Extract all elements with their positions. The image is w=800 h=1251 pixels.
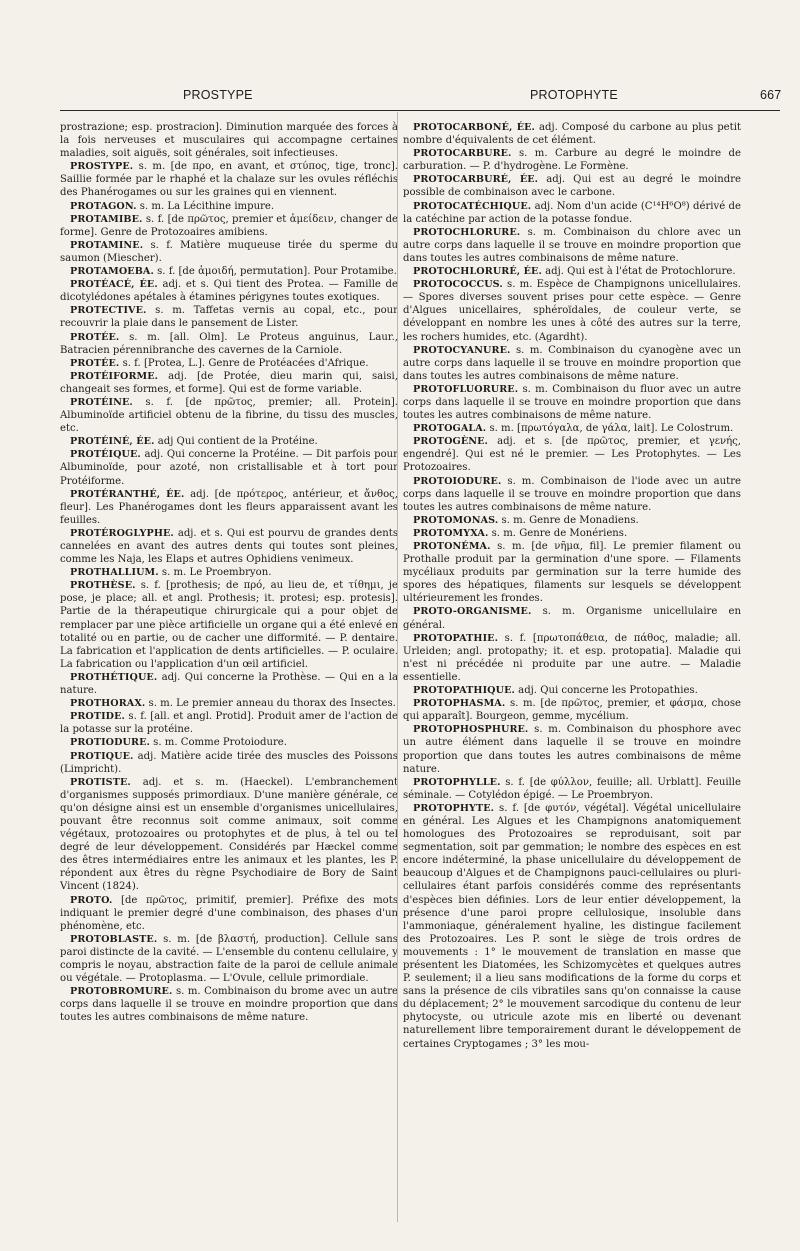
dictionary-entry — [60, 278, 398, 304]
dictionary-entry — [60, 239, 398, 265]
dictionary-entry — [60, 527, 398, 566]
entry-headword: PROTAGON. — [70, 200, 137, 212]
entry-definition: adj. et s. m. (Haeckel). L'embranchement d'organismes supposés primordiaux. D'une manière générale, ce qu'on désigne ainsi est un ensemble d'organismes unicellulaires, pouvant être reconnus soit comme animaux, soit comme végétaux, protozoaires ou protophytes et de plus, à tel ou tel degré de leur développement. Considérés par Hæckel comme des êtres intermédiaires entre les animaux et les plantes, les P. répondent aux êtres du règne Psychodiaire de Bory de Saint Vincent (1824). — [60, 776, 398, 893]
dictionary-entry — [403, 200, 741, 226]
entry-headword: PROTÉROGLYPHE. — [70, 527, 174, 539]
dictionary-entry — [403, 697, 741, 723]
entry-headword: PROSTYPE. — [70, 161, 134, 173]
entry-definition: s. m. Combinaison du fluor avec un autre corps dans laquelle il se trouve en moindre proportion que dans toutes les autres combinaisons de même nature. — [403, 383, 742, 422]
entry-definition: s. f. [πρωτοπάθεια, de πάθος, maladie; all. Urleiden; angl. protopathy; it. et esp. protopatia]. Maladie qui n'est ni précédée ni produite par une autre. — Maladie essentielle. — [403, 632, 741, 683]
dictionary-entry — [60, 396, 398, 435]
dictionary-entry — [60, 750, 398, 776]
entry-definition: s. m. Comme Protoiodure. — [153, 737, 287, 749]
entry-headword: PROTIDE. — [70, 711, 125, 723]
dictionary-entry — [60, 213, 398, 239]
dictionary-entry — [403, 121, 741, 147]
dictionary-entry — [60, 776, 398, 894]
entry-headword: PROTOCARBURE. — [413, 148, 512, 160]
header-rule — [60, 110, 780, 111]
entry-definition: s. m. Carbure au degré le moindre de carburation. — P. d'hydrogène. Le Formène. — [403, 148, 741, 173]
entry-definition: adj. Qui concerne les Protopathies. — [518, 685, 698, 697]
entry-headword: PROTHALLIUM. — [70, 567, 159, 579]
entry-definition: s. m. Espèce de Champignons unicellulaires. — Spores diverses souvent prises pour cette espèce. — Genre d'Algues unicellaires, sphéroïdales, de couleur verte, se développant en nombre les unes à côté des autres sur la terre, les rochers humides, etc. (Agardht). — [403, 279, 741, 343]
entry-headword: PROTÉINE. — [70, 396, 133, 408]
dictionary-entry — [403, 344, 741, 383]
entry-headword: PROTOCATÉCHIQUE. — [413, 200, 532, 212]
entry-definition: s. m. Combinaison du cyanogène avec un autre corps dans laquelle il se trouve en moindre proportion que dans toutes les autres combinaisons de même nature. — [403, 344, 741, 382]
entry-definition: adj. Qui concerne la Prothèse. — Qui en a la nature. — [60, 671, 398, 697]
entry-headword: PROTÉINÉ, ÉE. — [70, 436, 155, 448]
entry-definition: s. m. [de πρo, en avant, et στύπος, tige, tronc]. Saillie formée par le rhaphé et la chalaze sur les ovules réfléchis des Phanérogames ou sur les graines qui en viennent. — [60, 161, 398, 199]
entry-definition: s. m. [all. Olm]. Le Proteus anguinus, Laur., Batracien pérennibranche des cavernes de la Carniole. — [60, 331, 398, 356]
entry-definition: s. m. Combinaison de l'iode avec un autre corps dans laquelle il se trouve en moindre proportion que dans toutes les autres combinaisons de même nature. — [403, 475, 741, 513]
entry-definition: adj. [de Protée, dieu marin qui, saisi, changeait ses formes, et forme]. Qui est de forme variable. — [60, 370, 398, 395]
entry-definition: s. m. Le premier anneau du thorax des Insectes. — [148, 698, 396, 710]
dictionary-entry — [403, 173, 741, 199]
dictionary-entry — [60, 121, 398, 160]
entry-definition: s. m. Genre de Monadiens. — [501, 514, 639, 526]
dictionary-entry — [60, 435, 398, 448]
page-number: 667 — [760, 88, 782, 102]
entry-headword: PROTOCOCCUS. — [413, 279, 503, 291]
entry-definition: adj. Composé du carbone au plus petit nombre d'équivalents de cet élément. — [403, 122, 741, 147]
dictionary-entry — [403, 422, 741, 435]
entry-headword: PROTECTIVE. — [70, 305, 147, 317]
entry-definition: s. m. Organisme unicellulaire en général. — [403, 606, 741, 631]
entry-headword: PROTISTE. — [70, 776, 131, 788]
entry-headword: PROTIODURE. — [70, 737, 150, 749]
entry-headword: PROTOPHYTE. — [413, 802, 495, 814]
entry-headword: PROTOPATHIQUE. — [413, 685, 515, 697]
dictionary-entry — [60, 160, 398, 199]
entry-headword: PROTOFLUORURE. — [413, 383, 519, 395]
dictionary-entry — [403, 226, 741, 265]
entry-headword: PROTÉIQUE. — [70, 449, 141, 461]
entry-definition: adj. et s. Qui tient des Protea. — Famille de dicotylédones apétales à étamines périgynes toutes exotiques. — [60, 279, 398, 304]
entry-headword: PROTAMOEBA. — [70, 266, 154, 278]
entry-headword: PROTÉRANTHÉ, ÉE. — [70, 488, 185, 500]
entry-definition: adj. [de πρότερος, antérieur, et ἄνθος, fleur]. Les Phanérogames dont les fleurs apparaissent avant les feuilles. — [60, 488, 399, 526]
entry-headword: PROTÉE. — [70, 357, 120, 369]
dictionary-entry — [60, 370, 398, 396]
entry-headword: PROTÉIFORME. — [70, 370, 159, 382]
entry-headword: PROTONÉMA. — [413, 541, 491, 552]
header-right-guideword: PROTOPHYTE — [530, 88, 618, 102]
entry-headword: PROTOPHOSPHURE. — [413, 724, 529, 736]
entry-headword: PROTOGÈNE. — [413, 436, 488, 448]
entry-headword: PROTOMYXA. — [413, 527, 489, 539]
dictionary-entry — [60, 566, 398, 579]
entry-headword: PROTOCHLORURE. — [413, 226, 521, 238]
entry-headword: PROTIQUE. — [70, 750, 134, 762]
dictionary-entry — [403, 776, 741, 802]
dictionary-entry — [403, 684, 741, 697]
entry-definition: s. m. Genre de Monériens. — [491, 527, 628, 539]
entry-definition: adj. Qui est au degré le moindre possible de combinaison avec le carbone. — [403, 174, 741, 199]
entry-headword: PROTOIODURE. — [413, 475, 502, 487]
dictionary-entry — [60, 933, 398, 985]
entry-definition: s. m. Combinaison du chlore avec un autre corps dans laquelle il se trouve en moindre proportion que dans toutes les autres combinaisons de même nature. — [403, 226, 741, 264]
entry-definition: s. m. La Lécithine impure. — [139, 200, 275, 212]
entry-definition: s. f. [de φυτόν, végétal]. Végétal unicellulaire en général. Les Algues et les Champignons anatomiquement homologues des Protozoaires se reproduisant, soit par segmentation, soit par gemmation; le nombre des espèces en est encore indéterminé, la phase unicellulaire du développement de beaucoup d'Algues et de Champignons pauci-cellulaires ou pluri-cellulaires étant parfois considérés comme des représentants d'espèces bien définies. Lors de leur entier développement, la présence d'une paroi propre cellulosique, insoluble dans l'ammoniaque, généralement hyaline, les distingue facilement des Protozoaires. Les P. sont le siège de trois ordres de mouvements : 1° le mouvement de translation en masse que présentent les Diatomées, les Schizomycètes et quelques autres P. seulement; il a lieu sans modifications de la forme du corps et sans la présence de cils vibratiles sans qu'on connaisse la cause du déplacement; 2° le mouvement sarcodique du contenu de leur phytocyste, ou utricule azote mis en liberté ou devenant naturellement libre temporairement durant le développement de certaines Cryptogames ; 3° les mou- — [403, 802, 741, 1050]
entry-headword: PROTOCARBONÉ, ÉE. — [413, 122, 535, 133]
entry-definition: s. m. Le Proembryon. — [161, 567, 272, 579]
running-header — [0, 88, 800, 108]
dictionary-entry — [403, 383, 741, 422]
entry-headword: PROTOMONAS. — [413, 514, 499, 526]
dictionary-entry — [60, 736, 398, 749]
dictionary-entry — [60, 894, 398, 933]
dictionary-entry — [403, 147, 741, 173]
entry-definition: s. m. Combinaison du phosphore avec un autre élément dans laquelle il se trouve en moindre proportion que dans toutes les autres combinaisons de même nature. — [403, 724, 741, 775]
entry-definition: s. f. [prothesis; de πρό, au lieu de, et τίθημι, je pose, je place; all. et angl. Prothesis; it. protesi; esp. protesis]. Partie de la thérapeutique chirurgicale qui a pour objet de remplacer par une pièce artificielle un organe qui a été enlevé en totalité ou en partie, ou de cacher une difformité. — P. dentaire. La fabrication et l'application de dents artificielles. — P. oculaire. La fabrication ou l'application d'un œil artificiel. — [60, 580, 398, 670]
entry-definition: s. f. [de πρῶτος, premier; all. Protein]. Albuminoïde artificiel obtenu de la fibrine, du tissu des muscles, etc. — [60, 396, 398, 435]
dictionary-entry — [403, 435, 741, 474]
dictionary-entry — [60, 671, 398, 697]
entry-headword: PROTOPHASMA. — [413, 698, 506, 710]
dictionary-entry — [403, 605, 741, 631]
dictionary-entry — [403, 723, 741, 775]
entry-definition: adj. et s. Qui est pourvu de grandes dents cannelées en avant des autres dents qui toutes sont pleines, comme les Naja, les Elaps et autres Ophidiens venimeux. — [60, 527, 398, 566]
entry-definition: s. f. [all. et angl. Protid]. Produit amer de l'action de la potasse sur la protéine. — [60, 711, 398, 736]
entry-definition: s. m. Combinaison du brome avec un autre corps dans laquelle il se trouve en moindre proportion que dans toutes les autres combinaisons de même nature. — [60, 986, 398, 1024]
dictionary-entry — [60, 331, 398, 357]
entry-definition: s. f. [de φύλλον, feuille; all. Urblatt]. Feuille séminale. — Cotylédon épigé. — Le Proembryon. — [403, 776, 741, 801]
left-column — [60, 121, 398, 1024]
entry-headword: PROTHORAX. — [70, 698, 146, 710]
right-column — [403, 121, 741, 1051]
dictionary-entry — [403, 632, 741, 684]
entry-headword: PROTOGALA. — [413, 423, 487, 435]
dictionary-entry — [403, 540, 741, 605]
dictionary-entry — [403, 527, 741, 540]
entry-definition: s. m. [de νῆμα, fil]. Le premier filament ou Prothalle produit par la germination d'une spore. — Filaments mycéliaux produits par germination sur la terre humide des spores des hépatiques, filaments sur lesquels se développent ultérieurement les frondes. — [403, 541, 741, 605]
entry-definition: s. f. [de ἀμοιδή, permutation]. Pour Protamibe. — [157, 266, 397, 278]
entry-definition: adj. Nom d'un acide (C¹⁴H⁶O⁸) dérivé de la catéchine par action de la potasse fondue. — [403, 200, 741, 225]
entry-definition: s. m. [πρωτόγαλα, de γάλα, lait]. Le Colostrum. — [489, 423, 734, 435]
dictionary-entry — [403, 278, 741, 343]
dictionary-entry — [60, 200, 398, 213]
entry-definition: s. m. [de πρῶτος, premier, et φάσμα, chose qui apparaît]. Bourgeon, gemme, mycélium. — [403, 698, 741, 723]
entry-headword: PROTHÉTIQUE. — [70, 671, 158, 683]
dictionary-entry — [60, 710, 398, 736]
entry-headword: PROTO-ORGANISME. — [413, 606, 532, 618]
entry-definition: adj Qui contient de la Protéine. — [157, 436, 318, 448]
entry-headword: PROTOBLASTE. — [70, 933, 158, 945]
dictionary-entry — [60, 357, 398, 370]
entry-headword: PROTOCHLORURÉ, ÉE. — [413, 266, 542, 278]
dictionary-entry — [60, 488, 398, 527]
entry-headword: PROTOCARBURÉ, ÉE. — [413, 174, 539, 186]
dictionary-entry — [60, 579, 398, 671]
entry-headword: PROTO. — [70, 894, 113, 906]
entry-headword: PROTÉACÉ, ÉE. — [70, 279, 158, 291]
column-divider — [397, 112, 398, 1222]
entry-definition: s. f. [de πρῶτος, premier et ἀμείδειν, changer de forme]. Genre de Protozoaires amibiens. — [60, 213, 398, 238]
entry-definition: adj. Matière acide tirée des muscles des Poissons (Limpricht). — [60, 750, 398, 775]
entry-definition: [de πρῶτος, primitif, premier]. Préfixe des mots indiquant le premier degré d'une combinaison, des phases d'un phénomène, etc. — [60, 894, 398, 932]
dictionary-entry — [403, 265, 741, 278]
entry-definition: adj. Qui est à l'état de Protochlorure. — [545, 266, 736, 278]
entry-definition: s. m. Taffetas vernis au copal, etc., pour recouvrir la plaie dans le pansement de Lister. — [60, 305, 398, 330]
entry-headword: PROTOPHYLLE. — [413, 776, 501, 788]
entry-headword: PROTAMINE. — [70, 239, 144, 251]
entry-headword: PROTHÈSE. — [70, 580, 136, 592]
dictionary-entry — [60, 265, 398, 278]
dictionary-entry — [403, 514, 741, 527]
dictionary-entry — [403, 802, 741, 1051]
header-left-guideword: PROSTYPE — [183, 88, 253, 102]
entry-definition: s. f. Matière muqueuse tirée du sperme du saumon (Miescher). — [60, 239, 398, 264]
entry-definition: adj. Qui concerne la Protéine. — Dit parfois pour Albuminoïde, pour azoté, non cristallisable et à tort pour Protéiforme. — [60, 449, 398, 487]
entry-headword: PROTOCYANURE. — [413, 344, 511, 356]
entry-headword: PROTÉE. — [70, 331, 120, 343]
entry-definition: s. f. [Protea, L.]. Genre de Protéacées d'Afrique. — [122, 357, 369, 369]
dictionary-entry — [60, 985, 398, 1024]
entry-definition: prostrazione; esp. prostracion]. Diminution marquée des forces à la fois nerveuses et musculaires qui accompagne certaines maladies, soit aiguës, soit générales, soit infectieuses. — [60, 122, 398, 160]
dictionary-entry — [60, 448, 398, 487]
entry-definition: adj. et s. [de πρῶτος, premier, et γενής, engendré]. Qui est né le premier. — Les Protophytes. — Les Protozoaires. — [403, 436, 741, 474]
entry-definition: s. m. [de βλαστή, production]. Cellule sans paroi distincte de la cavité. — L'ensemble du contenu cellulaire, y compris le noyau, abstraction faite de la paroi de cellule animale ou végétale. — Protoplasma. — L'Ovule, cellule primordiale. — [60, 933, 398, 985]
dictionary-entry — [60, 304, 398, 330]
entry-headword: PROTOBROMURE. — [70, 986, 173, 998]
entry-headword: PROTOPATHIE. — [413, 632, 499, 644]
dictionary-entry — [60, 697, 398, 710]
dictionary-entry — [403, 475, 741, 514]
entry-headword: PROTAMIBE. — [70, 213, 143, 225]
